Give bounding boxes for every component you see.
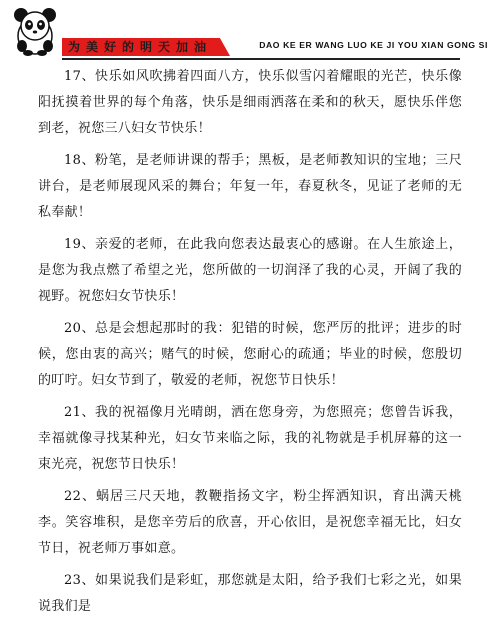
- paragraph-23: 23、如果说我们是彩虹，那您就是太阳，给予我们七彩之光，如果说我们是: [38, 573, 462, 614]
- panda-icon: [12, 6, 58, 56]
- paragraph-22: 22、蜗居三尺天地，教鞭指扬文字，粉尘挥洒知识，育出满天桃李。笑容堆积，是您辛劳后的欣喜，开心依旧，是祝您幸福无比，妇女节日，祝老师万事如意。: [38, 489, 462, 556]
- paragraph-21: 21、我的祝福像月光晴朗，洒在您身旁，为您照亮；您曾告诉我，幸福就像寻找某种光，妇女节来临之际，我的礼物就是手机屏幕的这一束光亮，祝您节日快乐！: [38, 405, 462, 472]
- paragraph-17: 17、快乐如风吹拂着四面八方，快乐似雪闪着耀眼的光芒，快乐像阳抚摸着世界的每个角落，快乐是细雨洒落在柔和的秋天，愿快乐伴您到老，祝您三八妇女节快乐！: [38, 69, 462, 136]
- paragraph-20: 20、总是会想起那时的我：犯错的时候，您严厉的批评；进步的时候，您由衷的高兴；赌气的时候，您耐心的疏通；毕业的时候，您殷切的叮咛。妇女节到了，敬爱的老师，祝您节日快乐！: [38, 321, 462, 388]
- pinyin-tagline: DAO KE ER WANG LUO KE JI YOU XIAN GONG SI: [259, 40, 488, 50]
- page-header: [0, 0, 500, 62]
- header-divider: [62, 58, 460, 60]
- paragraph-19: 19、亲爱的老师，在此我向您表达最衷心的感谢。在人生旅途上，是您为我点燃了希望之光，您所做的一切润泽了我的心灵，开阔了我的视野。祝您妇女节快乐！: [38, 237, 462, 304]
- banner-title: 为美好的明天加油: [68, 40, 213, 54]
- article-body: [38, 64, 462, 626]
- paragraph-18: 18、粉笔，是老师讲课的帮手；黑板，是老师教知识的宝地；三尺讲台，是老师展现风采的舞台；年复一年，春夏秋冬，见证了老师的无私奉献！: [38, 153, 462, 220]
